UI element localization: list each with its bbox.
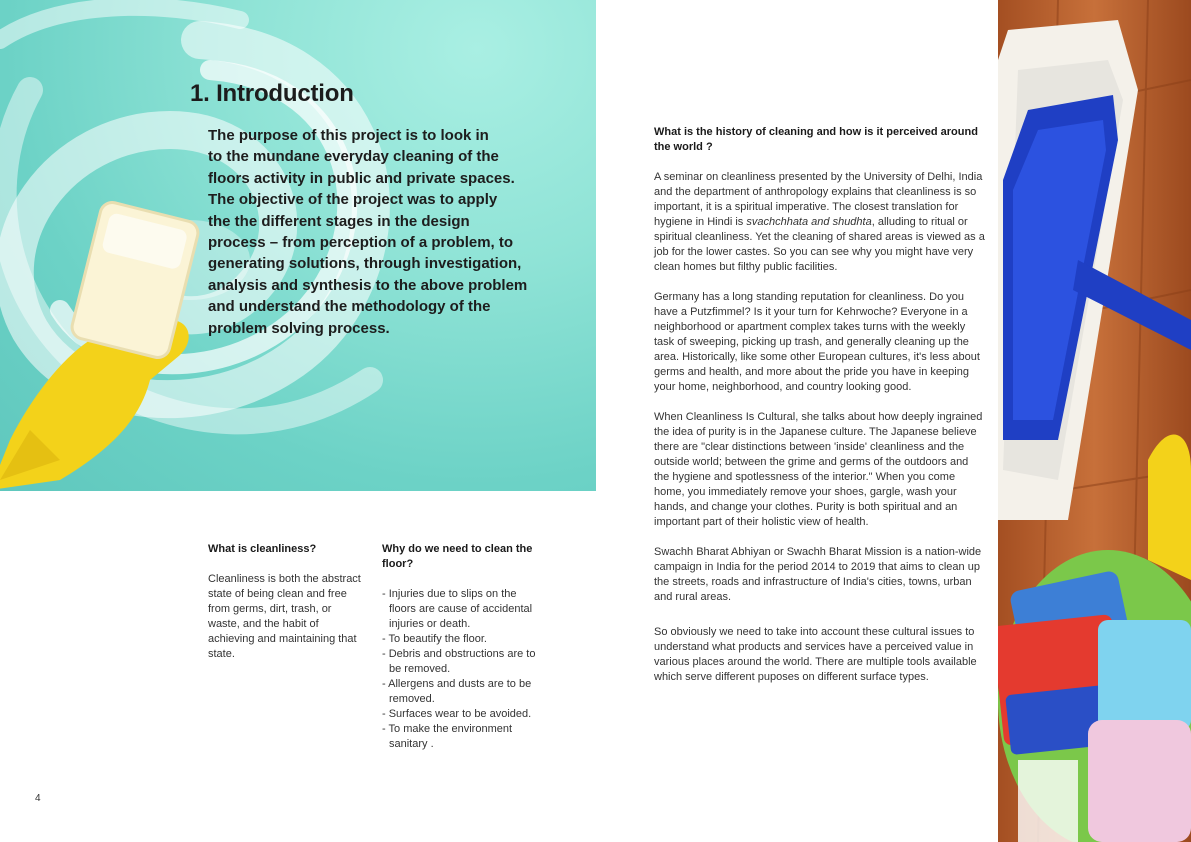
why-clean-list — [382, 587, 542, 752]
history-paragraph-conclusion: So obviously we need to take into account these cultural issues to understand what products and services have a perceived value in various places around the world. There are multiple tools available which serve different puposes on different surface types. — [654, 626, 977, 683]
history-paragraph-germany: Germany has a long standing reputation for cleanliness. Do you have a Putzfimmel? Is it your turn for Kehrwoche? Everyone in a neighborhood or apartment complex takes turns with the weekly task of sweeping, picking up trash, and generally cleaning up the area. Historically, like some other European cultures, it's less about germs and health, and more about the pride you have in keeping your home, neighborhood, and country looking good. — [654, 291, 980, 393]
intro-paragraph: The purpose of this project is to look in to the mundane everyday cleaning of the floors activity in public and private spaces. The objective of the project was to apply the the different stages in the design process – from perception of a problem, to generating solutions, through investigation, analysis and synthesis to the above problem and understand the methodology of the problem solving process. — [208, 127, 528, 337]
list-item: - Allergens and dusts are to be removed. — [382, 678, 532, 705]
history-heading: What is the history of cleaning and how is it perceived around the world ? — [654, 126, 978, 153]
cleanliness-body: Cleanliness is both the abstract state of being clean and free from germs, dirt, trash, or waste, and the habit of achieving and maintaining that state. — [208, 573, 361, 660]
history-section — [654, 125, 986, 700]
page-title: 1. Introduction — [190, 80, 354, 107]
list-item: - Debris and obstructions are to be removed. — [382, 648, 536, 675]
history-paragraph-india: A seminar on cleanliness presented by the University of Delhi, India and the department of anthropology explains that cleanliness is so important, it is a spiritual imperative. The closest translation for hygiene in Hindi is svachchhata and shudhta, alluding to ritual or spiritual cleanliness. Yet the cleaning of shared areas is viewed as a job for the lower castes. So you can see why you might have very clean homes but filthy public facilities. — [654, 171, 985, 273]
history-paragraph-japan: When Cleanliness Is Cultural, she talks about how deeply ingrained the idea of purity is in the Japanese culture. The Japanese believe there are "clear distinctions between 'inside' cleanliness and the outside world; between the grime and germs of the outdoors and the hygiene and spotlessness of the interior." When you come home, you immediately remove your shoes, gargle, wash your hands, and change your clothes. Purity is both spiritual and an important part of their holistic view of health. — [654, 411, 983, 528]
list-item: - To beautify the floor. — [382, 633, 487, 645]
cleanliness-heading: What is cleanliness? — [208, 543, 317, 555]
hero-image — [0, 0, 596, 491]
mop-photo — [998, 0, 1191, 842]
why-clean-heading: Why do we need to clean the floor? — [382, 543, 533, 570]
history-paragraph-swachh-bharat: Swachh Bharat Abhiyan or Swachh Bharat Mission is a nation-wide campaign in India for the period 2014 to 2019 that aims to clean up the streets, roads and infrastructure of India's cities, towns, urban and rural areas. — [654, 546, 982, 603]
sponge-glove-graphic — [0, 190, 220, 490]
why-clean-section — [382, 542, 542, 752]
page-number: 4 — [35, 793, 41, 804]
list-item: - To make the environment sanitary . — [382, 723, 513, 750]
cleanliness-section — [208, 542, 363, 662]
list-item: - Surfaces wear to be avoided. — [382, 708, 532, 720]
mop-photo-graphic — [998, 0, 1191, 842]
list-item: - Injuries due to slips on the floors are cause of accidental injuries or death. — [382, 588, 533, 630]
